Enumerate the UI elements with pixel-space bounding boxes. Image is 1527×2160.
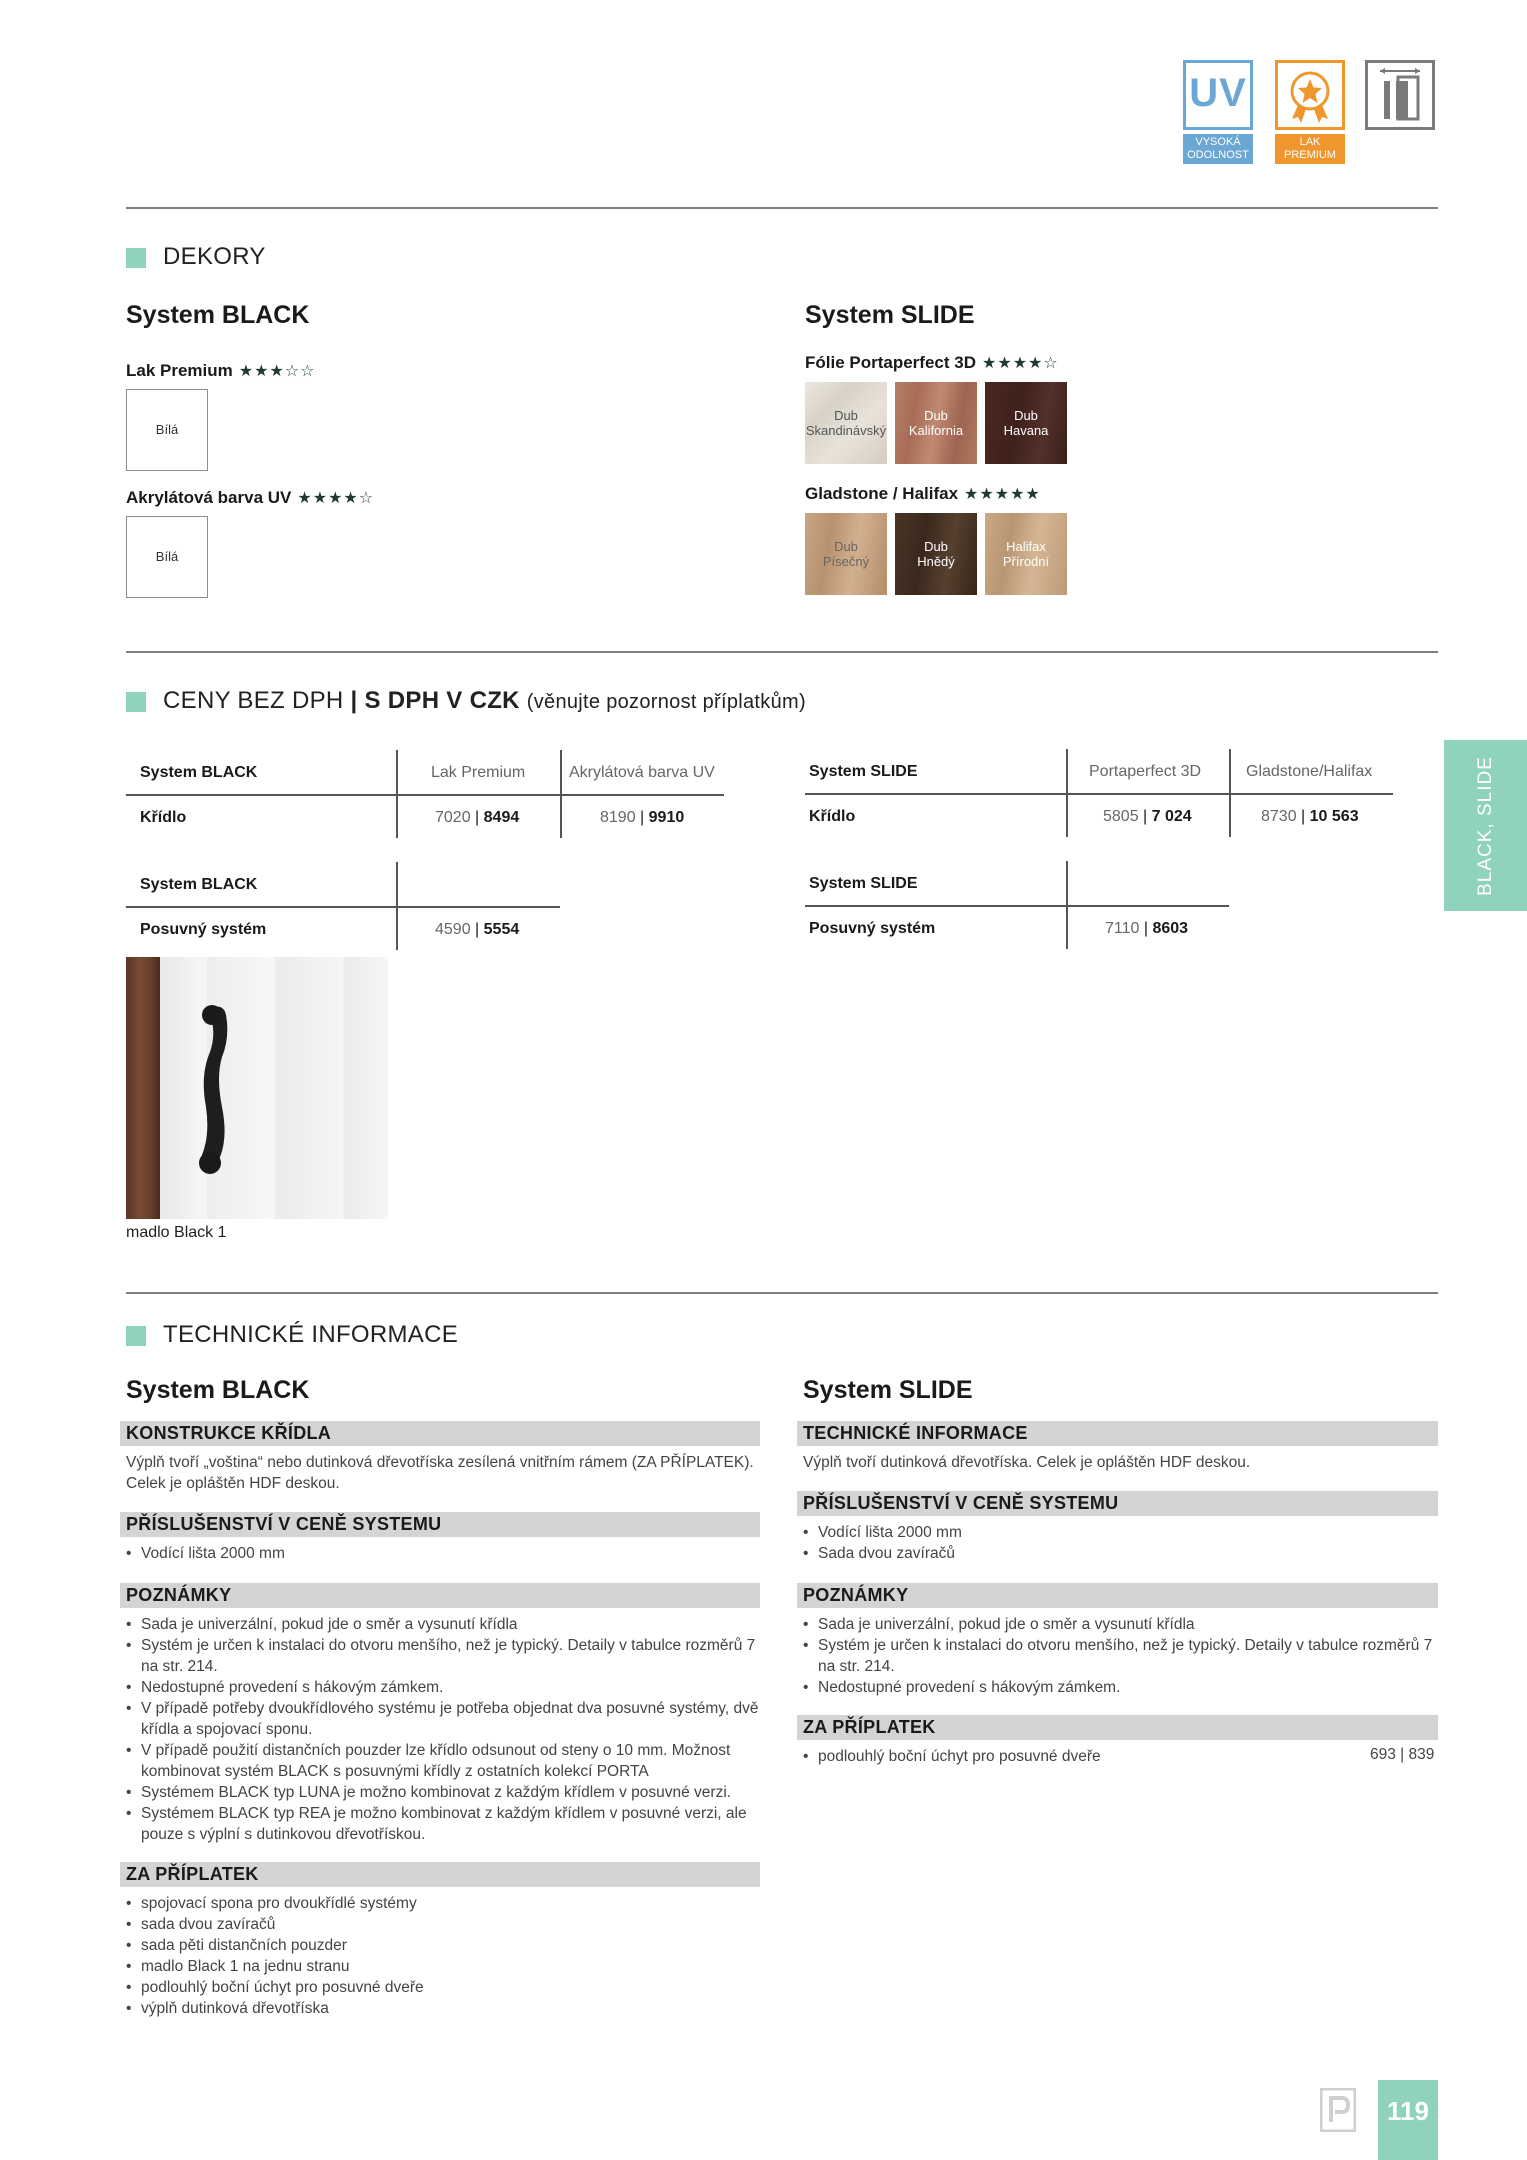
section-title-ceny [163, 687, 806, 715]
row-label-posuvny: Posuvný systém [140, 921, 267, 938]
tech-black-title: System BLACK [126, 1376, 310, 1404]
konstrukce-line-1: Výplň tvoří „voština“ nebo dutinková dřevotříska zesílená vnitřním rámem (ZA PŘÍPLATEK). [126, 1454, 754, 1471]
list-item: • sada pěti distančních pouzder [126, 1935, 760, 1956]
side-tab [1444, 740, 1527, 911]
list-item: • spojovací spona pro dvoukřídlé systémy [126, 1893, 760, 1914]
gladstone-stars: ★★★★★ [964, 486, 1041, 503]
uv-badge [1183, 60, 1253, 130]
swatch-line: Dub [1014, 408, 1038, 423]
list-item: • výplň dutinková dřevotříska [126, 1998, 760, 2019]
list-item: • Nedostupné provedení s hákovým zámkem. [126, 1677, 760, 1698]
list-item: • podlouhlý boční úchyt pro posuvné dveře [126, 1977, 760, 1998]
col-header-lak: Lak Premium [431, 764, 526, 781]
section-marker-ceny [126, 692, 146, 712]
swatch-line: Kalifornia [908, 423, 964, 438]
sliding-door-icon [1368, 63, 1432, 127]
table-vrule [1066, 749, 1068, 837]
ceny-title-note: (věnujte pozornost příplatkům) [526, 691, 806, 713]
table-vrule [396, 862, 398, 950]
porta-logo-icon [1320, 2088, 1356, 2132]
swatch-line: Dub [834, 408, 858, 423]
table-header: System BLACK [140, 876, 258, 893]
list-item: • Sada je univerzální, pokud jde o směr a vysunutí křídla [803, 1614, 1438, 1635]
gladstone-heading [805, 484, 1041, 504]
swatch-line: Přírodní [1002, 554, 1050, 569]
table-header: System BLACK [140, 764, 258, 781]
swatch-line: Dub [924, 408, 948, 423]
dekory-slide-title: System SLIDE [805, 301, 975, 329]
price-gross: 10 563 [1309, 808, 1359, 825]
price-net: 8730 [1261, 808, 1297, 825]
akryl-stars: ★★★★☆ [297, 490, 375, 507]
price-gross: 8603 [1152, 920, 1189, 937]
price-net: 7020 [435, 809, 471, 826]
priplatek-slide-price: 693 | 839 [1370, 1746, 1435, 1763]
prislusenstvi-list-black [126, 1543, 760, 1564]
list-item: • Sada dvou zavíračů [803, 1543, 1438, 1564]
table-rule [126, 794, 724, 796]
prislusenstvi-list-slide [803, 1522, 1438, 1564]
poznamky-list-slide [803, 1614, 1438, 1698]
price-net: 4590 [435, 921, 471, 938]
swatch-line: Hnědý [917, 554, 955, 569]
tech-slide-text: Výplň tvoří dutinková dřevotříska. Celek je opláštěn HDF deskou. [803, 1454, 1251, 1471]
price-gladstone-kridlo [1261, 808, 1359, 826]
row-label-kridlo: Křídlo [809, 808, 856, 825]
price-gross: 8494 [483, 809, 520, 826]
list-item: • madlo Black 1 na jednu stranu [126, 1956, 760, 1977]
list-item: • Systémem BLACK typ REA je možno kombinovat z každým křídlem v posuvné verzi, ale pouze s výplní s dutinkovou dřevotřískou. [126, 1803, 760, 1845]
section-title-tech: TECHNICKÉ INFORMACE [163, 1321, 459, 1348]
ceny-title-sep: | [350, 687, 358, 714]
list-item: • V případě použití distančních pouzder lze křídlo odsunout od steny o 10 mm. Možnost kombinovat systém BLACK s posuvnými křídly z ostatních kolekcí PORTA [126, 1740, 760, 1782]
photo-caption: madlo Black 1 [126, 1224, 227, 1241]
list-item: • Vodící lišta 2000 mm [126, 1543, 760, 1564]
konstrukce-text [126, 1452, 760, 1494]
table-vrule [1229, 749, 1231, 837]
table-vrule [396, 750, 398, 838]
folie-label: Fólie Portaperfect 3D [805, 353, 976, 372]
swatch-dub-pisecny [805, 513, 887, 595]
swatch-bila-akryl: Bílá [126, 516, 208, 598]
akryl-heading [126, 488, 374, 508]
swatch-line: Skandinávský [805, 423, 887, 438]
bar-konstrukce: KONSTRUKCE KŘÍDLA [120, 1421, 760, 1446]
sliding-door-badge [1365, 60, 1435, 130]
price-akryl-kridlo [600, 809, 684, 827]
table-rule [805, 793, 1393, 795]
section-marker-dekory [126, 248, 146, 268]
table-rule [805, 905, 1229, 907]
divider-top [126, 207, 1438, 209]
tech-slide-title: System SLIDE [803, 1376, 973, 1404]
page-number: 119 [1378, 2080, 1438, 2160]
konstrukce-line-2: Celek je opláštěn HDF deskou. [126, 1475, 340, 1492]
swatch-line: Havana [1003, 423, 1049, 438]
price-gross: 9910 [648, 809, 685, 826]
divider-dekory [126, 651, 1438, 653]
bar-tech-slide: TECHNICKÉ INFORMACE [797, 1421, 1438, 1446]
price-net: 8190 [600, 809, 636, 826]
price-lak-kridlo [435, 809, 519, 827]
swatch-line: Dub [924, 539, 948, 554]
swatch-line: Halifax [1006, 539, 1046, 554]
side-tab-label: BLACK, SLIDE [1474, 755, 1496, 896]
list-item: • podlouhlý boční úchyt pro posuvné dveře [803, 1746, 1363, 1767]
list-item: • Systémem BLACK typ LUNA je možno kombinovat z každým křídlem v posuvné verzi. [126, 1782, 760, 1803]
handle-icon [126, 957, 388, 1219]
divider-ceny [126, 1292, 1438, 1294]
bar-prislusenstvi-slide: PŘÍSLUŠENSTVÍ V CENĚ SYSTEMU [797, 1491, 1438, 1516]
table-header: System SLIDE [809, 875, 918, 892]
price-slide-posuvny [1105, 920, 1188, 938]
bar-poznamky-slide: POZNÁMKY [797, 1583, 1438, 1608]
priplatek-list-slide [803, 1746, 1363, 1767]
price-sep: | [640, 809, 645, 826]
price-gross: 5554 [483, 921, 520, 938]
table-header: System SLIDE [809, 763, 918, 780]
swatch-dub-hnedy [895, 513, 977, 595]
list-item: • sada dvou zavíračů [126, 1914, 760, 1935]
price-sep: | [1143, 808, 1148, 825]
swatch-dub-kalifornia [895, 382, 977, 464]
poznamky-list-black [126, 1614, 760, 1845]
uv-badge-text: UV [1189, 71, 1247, 115]
uv-badge-caption: VYSOKÁ ODOLNOST [1183, 134, 1253, 164]
price-portaperfect-kridlo [1103, 808, 1192, 826]
lak-premium-caption: LAK PREMIUM [1275, 134, 1345, 164]
list-item: • V případě potřeby dvoukřídlového systému je potřeba objednat dva posuvné systémy, dvě křídla a spojovací sponu. [126, 1698, 760, 1740]
price-sep: | [475, 809, 480, 826]
row-label-kridlo: Křídlo [140, 809, 187, 826]
list-item: • Systém je určen k instalaci do otvoru menšího, než je typický. Detaily v tabulce rozměrů 7 na str. 214. [803, 1635, 1438, 1677]
table-vrule [560, 750, 562, 838]
lak-premium-label: Lak Premium [126, 361, 233, 380]
swatch-dub-skandinavsky [805, 382, 887, 464]
ceny-title-bold: S DPH V CZK [364, 687, 520, 714]
lak-premium-stars: ★★★☆☆ [238, 363, 316, 380]
gladstone-label: Gladstone / Halifax [805, 484, 959, 503]
section-marker-tech [126, 1326, 146, 1346]
list-item: • Systém je určen k instalaci do otvoru menšího, než je typický. Detaily v tabulce rozměrů 7 na str. 214. [126, 1635, 760, 1677]
price-net: 5805 [1103, 808, 1139, 825]
row-label-posuvny: Posuvný systém [809, 920, 936, 937]
price-sep: | [1301, 808, 1306, 825]
star-medal-icon [1278, 63, 1342, 127]
swatch-halifax-prirodni [985, 513, 1067, 595]
price-black-posuvny [435, 921, 519, 939]
price-sep: | [1143, 920, 1149, 937]
list-item: • Nedostupné provedení s hákovým zámkem. [803, 1677, 1438, 1698]
folie-heading [805, 353, 1059, 373]
bar-priplatek-black: ZA PŘÍPLATEK [120, 1862, 760, 1887]
bar-prislusenstvi-black: PŘÍSLUŠENSTVÍ V CENĚ SYSTEMU [120, 1512, 760, 1537]
table-rule [126, 906, 560, 908]
handle-photo [126, 957, 388, 1219]
lak-premium-heading [126, 361, 315, 381]
folie-stars: ★★★★☆ [982, 355, 1059, 372]
dekory-black-title: System BLACK [126, 301, 310, 329]
priplatek-list-black [126, 1893, 760, 2019]
swatch-line: Dub [834, 539, 858, 554]
list-item: • Vodící lišta 2000 mm [803, 1522, 1438, 1543]
col-header-portaperfect: Portaperfect 3D [1089, 763, 1202, 780]
lak-premium-badge [1275, 60, 1345, 130]
bar-poznamky-black: POZNÁMKY [120, 1583, 760, 1608]
akryl-label: Akrylátová barva UV [126, 488, 292, 507]
col-header-akryl: Akrylátová barva UV [569, 764, 715, 781]
swatch-bila-lak: Bílá [126, 389, 208, 471]
swatch-line: Písečný [822, 554, 870, 569]
swatch-dub-havana [985, 382, 1067, 464]
list-item: • Sada je univerzální, pokud jde o směr a vysunutí křídla [126, 1614, 760, 1635]
ceny-title-normal: CENY BEZ DPH [163, 687, 344, 714]
price-gross: 7 024 [1151, 808, 1192, 825]
bar-priplatek-slide: ZA PŘÍPLATEK [797, 1715, 1438, 1740]
table-vrule [1066, 861, 1068, 949]
section-title-dekory: DEKORY [163, 243, 266, 270]
price-sep: | [475, 921, 480, 938]
col-header-gladstone: Gladstone/Halifax [1246, 763, 1373, 780]
price-net: 7110 [1105, 920, 1140, 937]
